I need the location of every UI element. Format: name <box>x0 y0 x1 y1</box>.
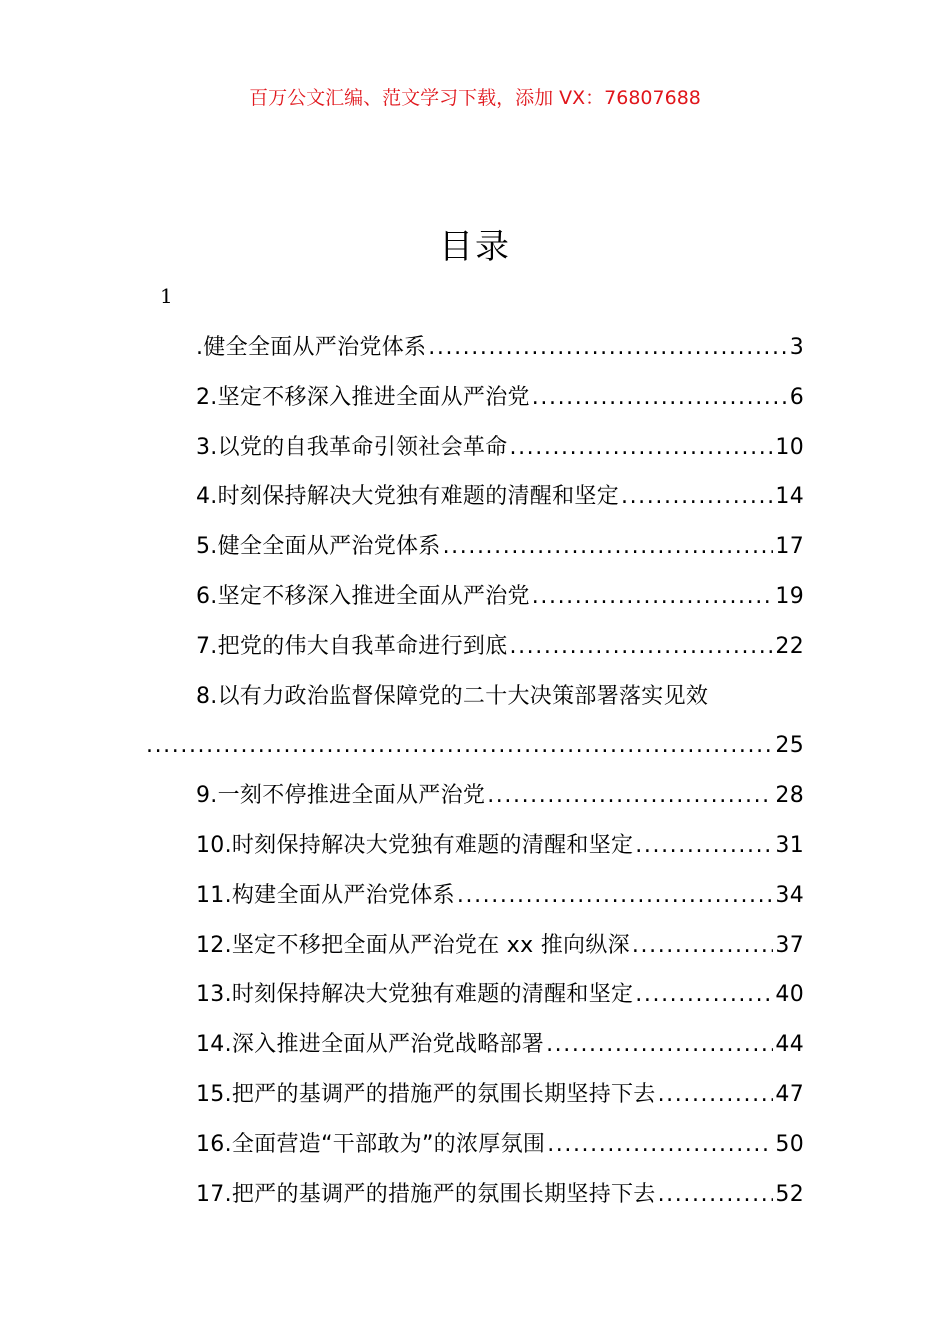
toc-entry-title: 13.时刻保持解决大党独有难题的清醒和坚定 <box>196 982 634 1008</box>
toc-entry[interactable] <box>0 522 950 572</box>
toc-entry-title: 6.坚定不移深入推进全面从严治党 <box>196 583 530 609</box>
toc-entry[interactable] <box>0 1120 950 1170</box>
toc-entry-page: 44 <box>775 1032 804 1058</box>
toc-entry-page: 14 <box>775 484 804 510</box>
toc-entry[interactable] <box>0 771 950 821</box>
dot-leader <box>532 580 774 614</box>
toc-entry[interactable] <box>0 871 950 921</box>
dot-leader <box>487 779 773 813</box>
section-number: 1 <box>160 284 173 308</box>
toc-entry-title: 15.把严的基调严的措施严的氛围长期坚持下去 <box>196 1081 656 1107</box>
toc-entry-page: 10 <box>775 434 804 460</box>
dot-leader <box>510 431 774 465</box>
dot-leader <box>428 331 787 365</box>
toc-entry-title: 5.健全全面从严治党体系 <box>196 534 441 560</box>
toc-entry[interactable] <box>0 970 950 1020</box>
header-banner: 百万公文汇编、范文学习下载，添加 VX：76807688 <box>249 87 701 109</box>
toc-entry-title: 4.时刻保持解决大党独有难题的清醒和坚定 <box>196 484 619 510</box>
toc-entry-page: 6 <box>789 384 804 410</box>
toc-entry-title: 16.全面营造“干部敢为”的浓厚氛围 <box>196 1131 546 1157</box>
dot-leader <box>546 1028 773 1062</box>
toc-entry[interactable] <box>0 1020 950 1070</box>
toc-entry-page: 3 <box>789 335 804 360</box>
toc-entry-title: 14.深入推进全面从严治党战略部署 <box>196 1032 545 1058</box>
toc-entry-title: 3.以党的自我革命引领社会革命 <box>196 434 508 460</box>
toc-entry-title: 8.以有力政治监督保障党的二十大决策部署落实见效 <box>196 683 709 709</box>
toc-entry-page: 28 <box>775 783 804 809</box>
toc-entry[interactable] <box>0 672 950 772</box>
toc-entry-title: 10.时刻保持解决大党独有难题的清醒和坚定 <box>196 832 634 858</box>
dot-leader <box>658 1078 774 1112</box>
toc-entry-title: 7.把党的伟大自我革命进行到底 <box>196 633 508 659</box>
toc-entry-page: 47 <box>775 1081 804 1107</box>
toc-entry-page: 31 <box>775 832 804 858</box>
toc-entry-page: 22 <box>775 633 804 659</box>
toc-entry-page: 50 <box>775 1131 804 1157</box>
toc-entry-title: 11.构建全面从严治党体系 <box>196 882 455 908</box>
toc-entry-page: 17 <box>775 534 804 560</box>
dot-leader <box>635 829 773 863</box>
toc-entry[interactable] <box>0 373 950 423</box>
toc-entry-page: 34 <box>775 882 804 908</box>
toc-entry-title: 17.把严的基调严的措施严的氛围长期坚持下去 <box>196 1181 656 1207</box>
dot-leader <box>547 1128 773 1162</box>
toc-entry[interactable] <box>0 921 950 971</box>
toc-entry-page: 52 <box>775 1181 804 1207</box>
toc-entry[interactable] <box>0 622 950 672</box>
dot-leader <box>443 530 774 564</box>
dot-leader <box>621 480 773 514</box>
toc-entry-page: 19 <box>775 583 804 609</box>
dot-leader <box>658 1178 774 1212</box>
toc-entry-page: 25 <box>775 733 804 759</box>
dot-leader <box>532 381 788 415</box>
toc-entry[interactable] <box>0 423 950 473</box>
page-title: 目录 <box>439 227 511 267</box>
dot-leader <box>146 729 773 763</box>
dot-leader <box>457 879 774 913</box>
toc-entry-page: 37 <box>775 932 804 958</box>
dot-leader <box>632 929 773 963</box>
toc-entry-title: .健全全面从严治党体系 <box>196 335 427 360</box>
dot-leader <box>635 978 773 1012</box>
toc-entry[interactable] <box>0 472 950 522</box>
toc-entry-title: 12.坚定不移把全面从严治党在 xx 推向纵深 <box>196 932 630 958</box>
toc-entry[interactable] <box>0 821 950 871</box>
toc-entry-title: 2.坚定不移深入推进全面从严治党 <box>196 384 530 410</box>
table-of-contents <box>0 323 950 1219</box>
toc-entry[interactable] <box>0 1070 950 1120</box>
toc-entry[interactable] <box>0 572 950 622</box>
dot-leader <box>510 630 774 664</box>
toc-entry[interactable] <box>0 323 950 373</box>
toc-entry[interactable] <box>0 1170 950 1220</box>
toc-entry-page: 40 <box>775 982 804 1008</box>
toc-entry-title: 9.一刻不停推进全面从严治党 <box>196 783 486 809</box>
